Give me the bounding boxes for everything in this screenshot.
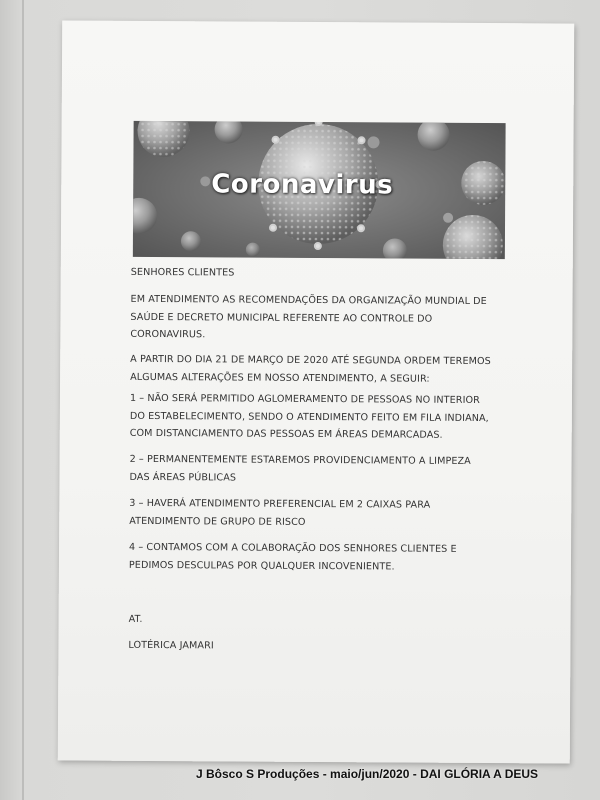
date-paragraph: [130, 351, 510, 388]
date-line: A PARTIR DO DIA 21 DE MARÇO DE 2020 ATÉ SEGUNDA ORDEM TEREMOS: [130, 353, 491, 368]
item-line: COM DISTANCIAMENTO DAS PESSOAS EM ÁREAS DEMARCADAS.: [129, 427, 443, 441]
item-2: [129, 451, 509, 488]
intro-line: CORONAVIRUS.: [130, 328, 206, 341]
item-line: PEDIMOS DESCULPAS POR QUALQUER INCOVENIENTE.: [128, 559, 395, 572]
wall-edge: [22, 0, 24, 800]
banner-title: Coronavirus: [211, 169, 394, 201]
watermark-caption: J Bôsco S Produções - maio/jun/2020 - DAI GLÓRIA A DEUS: [196, 767, 539, 781]
item-1: [130, 390, 510, 445]
closing: AT.: [128, 613, 143, 625]
intro-paragraph: [130, 291, 510, 346]
item-4: [129, 539, 509, 576]
item-line: DAS ÁREAS PÚBLICAS: [129, 471, 237, 484]
item-3: [129, 495, 509, 532]
item-line: 2 – PERMANENTEMENTE ESTAREMOS PROVIDENCIAMENTO A LIMPEZA: [129, 453, 471, 467]
item-line: DO ESTABELECIMENTO, SENDO O ATENDIMENTO FEITO EM FILA INDIANA,: [129, 410, 489, 424]
item-line: 1 – NÃO SERÁ PERMITIDO AGLOMERAMENTO DE PESSOAS NO INTERIOR: [129, 392, 480, 407]
item-line: ATENDIMENTO DE GRUPO DE RISCO: [129, 515, 306, 528]
date-line: ALGUMAS ALTERAÇÕES EM NOSSO ATENDIMENTO, A SEGUIR:: [130, 371, 430, 385]
intro-line: EM ATENDIMENTO AS RECOMENDAÇÕES DA ORGANIZAÇÃO MUNDIAL DE: [130, 293, 487, 308]
item-line: 4 – CONTAMOS COM A COLABORAÇÃO DOS SENHORES CLIENTES E: [129, 541, 457, 555]
paper-notice: [58, 20, 575, 763]
greeting: SENHORES CLIENTES: [130, 266, 235, 279]
coronavirus-banner: [133, 121, 506, 259]
signature: LOTÉRICA JAMARI: [128, 639, 214, 652]
item-line: 3 – HAVERÁ ATENDIMENTO PREFERENCIAL EM 2 CAIXAS PARA: [129, 497, 431, 511]
intro-line: SAÚDE E DECRETO MUNICIPAL REFERENTE AO CONTROLE DO: [130, 311, 433, 325]
